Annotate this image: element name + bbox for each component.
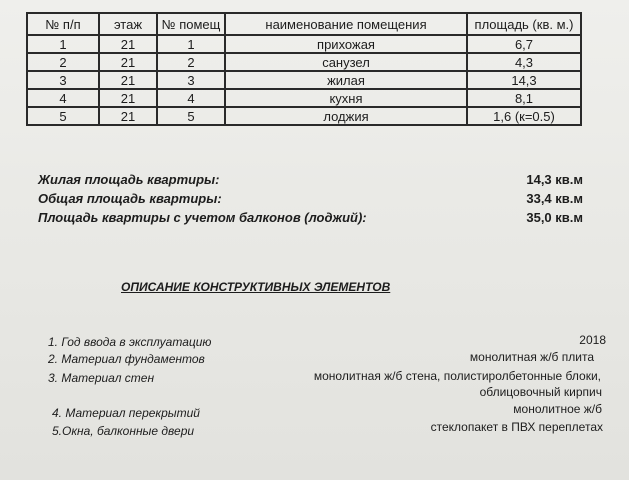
cell-floor: 21 — [99, 89, 157, 107]
cell-room-name: санузел — [225, 53, 467, 71]
cell-number: 5 — [27, 107, 99, 125]
cell-room-name: жилая — [225, 71, 467, 89]
header-floor: этаж — [99, 13, 157, 35]
total-area-label: Общая площадь квартиры: — [38, 191, 222, 206]
cell-room-number: 1 — [157, 35, 225, 53]
total-area-value: 33,4 кв.м — [526, 191, 583, 206]
header-number: № п/п — [27, 13, 99, 35]
cell-room-name: кухня — [225, 89, 467, 107]
area-with-balconies-value: 35,0 кв.м — [526, 210, 583, 225]
cell-area: 4,3 — [467, 53, 581, 71]
cell-room-name: прихожая — [225, 35, 467, 53]
cell-number: 3 — [27, 71, 99, 89]
living-area-label: Жилая площадь квартиры: — [38, 172, 220, 187]
cell-area: 14,3 — [467, 71, 581, 89]
element-label: 4. Материал перекрытий — [52, 406, 200, 420]
cell-area: 1,6 (к=0.5) — [467, 107, 581, 125]
cell-room-name: лоджия — [225, 107, 467, 125]
element-value-continuation: облицовочный кирпич — [479, 385, 602, 399]
element-label: 1. Год ввода в эксплуатацию — [48, 335, 212, 349]
element-value: монолитная ж/б стена, полистиролбетонные блоки, — [313, 369, 601, 383]
cell-room-number: 5 — [157, 107, 225, 125]
element-label: 5.Окна, балконные двери — [52, 424, 195, 438]
element-label: 2. Материал фундаментов — [48, 352, 205, 366]
cell-number: 4 — [27, 89, 99, 107]
area-with-balconies-label: Площадь квартиры с учетом балконов (лоджий): — [38, 210, 367, 225]
cell-room-number: 4 — [157, 89, 225, 107]
cell-room-number: 2 — [157, 53, 225, 71]
cell-floor: 21 — [99, 107, 157, 125]
living-area-value: 14,3 кв.м — [526, 172, 583, 187]
cell-area: 8,1 — [467, 89, 581, 107]
element-value: монолитная ж/б плита — [469, 350, 594, 364]
cell-floor: 21 — [99, 35, 157, 53]
element-label: 3. Материал стен — [48, 371, 155, 385]
cell-floor: 21 — [99, 53, 157, 71]
cell-floor: 21 — [99, 71, 157, 89]
cell-number: 2 — [27, 53, 99, 71]
section-title: ОПИСАНИЕ КОНСТРУКТИВНЫХ ЭЛЕМЕНТОВ — [121, 280, 391, 294]
element-value: монолитное ж/б — [513, 402, 602, 416]
header-area: площадь (кв. м.) — [467, 13, 581, 35]
cell-room-number: 3 — [157, 71, 225, 89]
header-room-number: № помещ — [157, 13, 225, 35]
header-room-name: наименование помещения — [225, 13, 467, 35]
element-value: стеклопакет в ПВХ переплетах — [430, 420, 603, 434]
element-value: 2018 — [579, 333, 606, 347]
cell-number: 1 — [27, 35, 99, 53]
cell-area: 6,7 — [467, 35, 581, 53]
